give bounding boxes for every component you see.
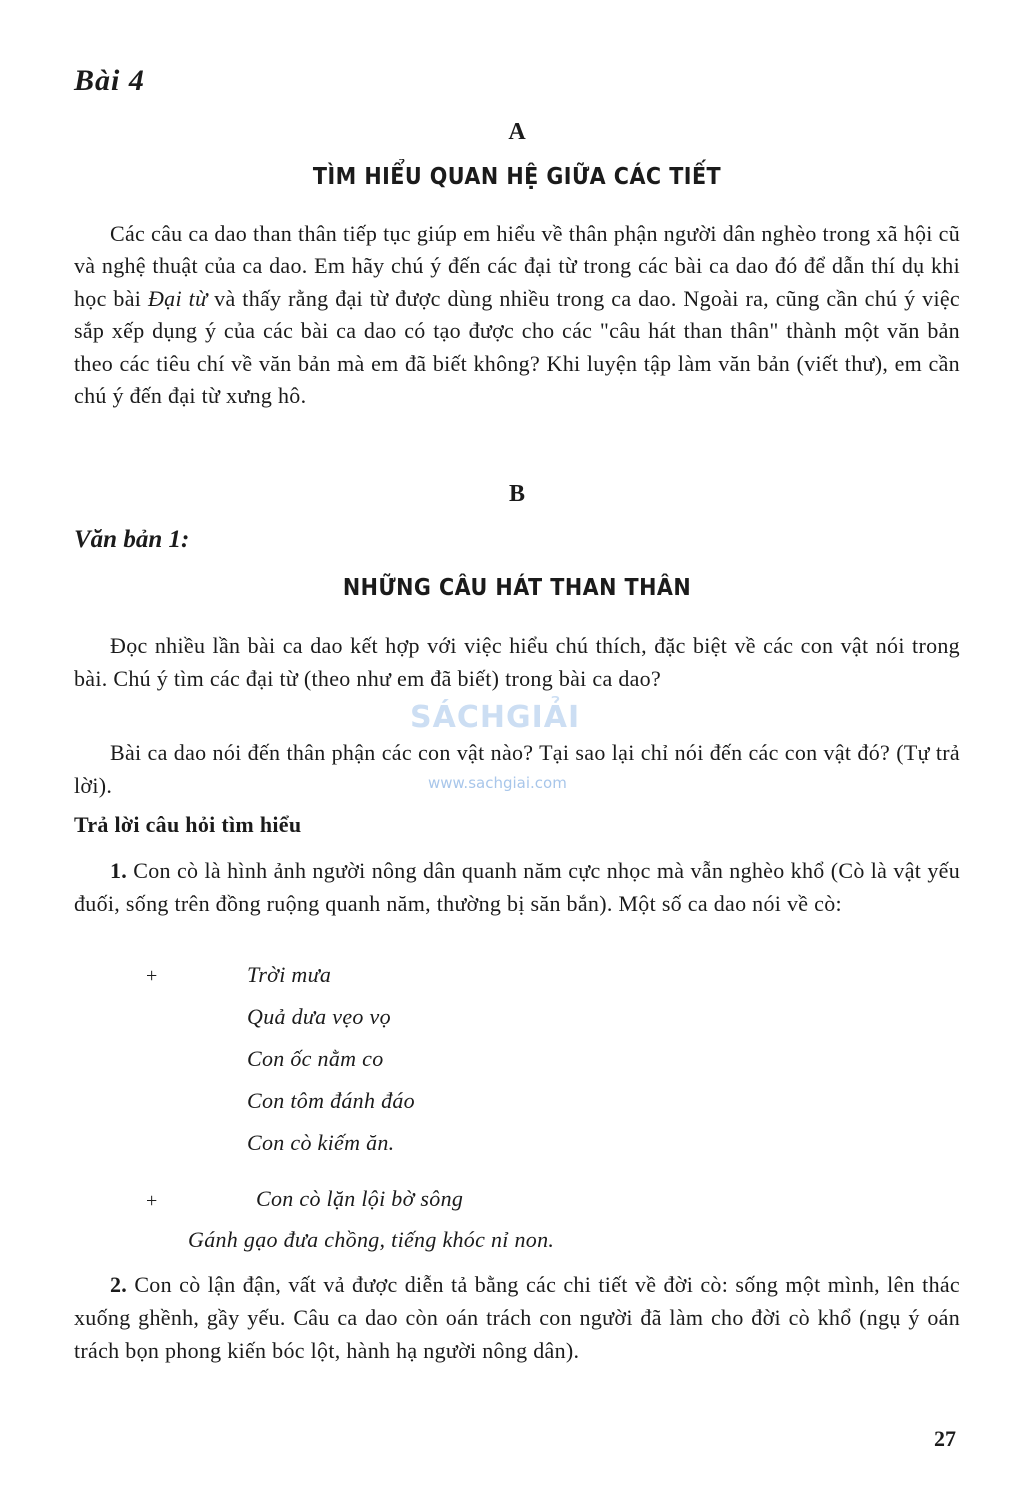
- page-number: 27: [934, 1426, 956, 1451]
- answer-2-number: 2.: [110, 1272, 128, 1297]
- paragraph-text-end: và thấy rằng đại từ được dùng nhiều trong ca dao. Ngoài ra, cũng cần chú ý việc sắp xếp dụng ý của các bài ca dao có tạo được cho các "câu hát than thân" thành một văn bản theo các tiêu chí về văn bản mà em đã biết không? Khi luyện tập làm văn bản (viết thư), em cần chú ý đến đại từ xưng hô.: [74, 285, 960, 409]
- poem-2-line: Gánh gạo đưa chồng, tiếng khóc nỉ non.: [188, 1227, 555, 1252]
- section-a-heading: TÌM HIỂU QUAN HỆ GIỮA CÁC TIẾT: [312, 164, 722, 190]
- paragraph-italic-term: Đại từ: [147, 285, 208, 311]
- bullet-plus-1: +: [146, 965, 158, 987]
- reading-instruction: Đọc nhiều lần bài ca dao kết hợp với việc hiểu chú thích, đặc biệt về các con vật nói trong bài. Chú ý tìm các đại từ (theo như em đã biết) trong bài ca dao?: [74, 633, 960, 691]
- poem-1-line: Con tôm đánh đáo: [247, 1088, 415, 1113]
- poem-2-line: Con cò lặn lội bờ sông: [256, 1186, 464, 1211]
- poem-1-line: Trời mưa: [247, 962, 332, 987]
- watermark-url: www.sachgiai.com: [428, 774, 567, 792]
- van-ban-label: Văn bản 1:: [74, 526, 190, 553]
- answer-2-text: Con cò lận đận, vất vả được diễn tả bằng các chi tiết về đời cò: sống một mình, lên thác xuống ghềnh, gầy yếu. Câu ca dao còn oán trách con người đã làm cho đời cò khổ (ngụ ý oán trách bọn phong kiến bóc lột, hành hạ người nông dân).: [74, 1272, 960, 1363]
- section-a-paragraph: [74, 218, 960, 412]
- poem-1-line: Con ốc nằm co: [247, 1046, 384, 1071]
- answer-1-text: Con cò là hình ảnh người nông dân quanh năm cực nhọc mà vẫn nghèo khổ (Cò là vật yếu đuối, sống trên đồng ruộng quanh năm, thường bị săn bắn). Một số ca dao nói về cò:: [74, 858, 960, 916]
- poem-1-line: Con cò kiếm ăn.: [247, 1130, 395, 1155]
- poem-1-line: Quả dưa vẹo vọ: [247, 1004, 391, 1029]
- lesson-title: Bài 4: [74, 64, 145, 97]
- answer-1-number: 1.: [110, 858, 128, 883]
- watermark-logo: SÁCHGIẢI: [410, 700, 581, 735]
- section-b-heading: NHỮNG CÂU HÁT THAN THÂN: [342, 575, 692, 601]
- watermark: [410, 700, 630, 796]
- section-a-letter: A: [508, 119, 526, 145]
- answer-1: [74, 854, 960, 920]
- bullet-plus-2: +: [146, 1190, 158, 1212]
- answer-2: [74, 1268, 960, 1367]
- paragraph-text-start: Các câu ca dao than thân tiếp tục giúp em hiểu về thân phận người dân nghèo trong xã hội cũ và nghệ thuật của ca dao. Em hãy chú ý đến các đại từ trong các bài ca dao đó để dẫn thí dụ khi học bài: [74, 221, 960, 311]
- answers-heading: Trả lời câu hỏi tìm hiểu: [74, 812, 302, 837]
- section-b-letter: B: [508, 481, 525, 507]
- question-paragraph: Bài ca dao nói đến thân phận các con vật nào? Tại sao lại chỉ nói đến các con vật đó? (Tự trả lời).: [74, 740, 960, 798]
